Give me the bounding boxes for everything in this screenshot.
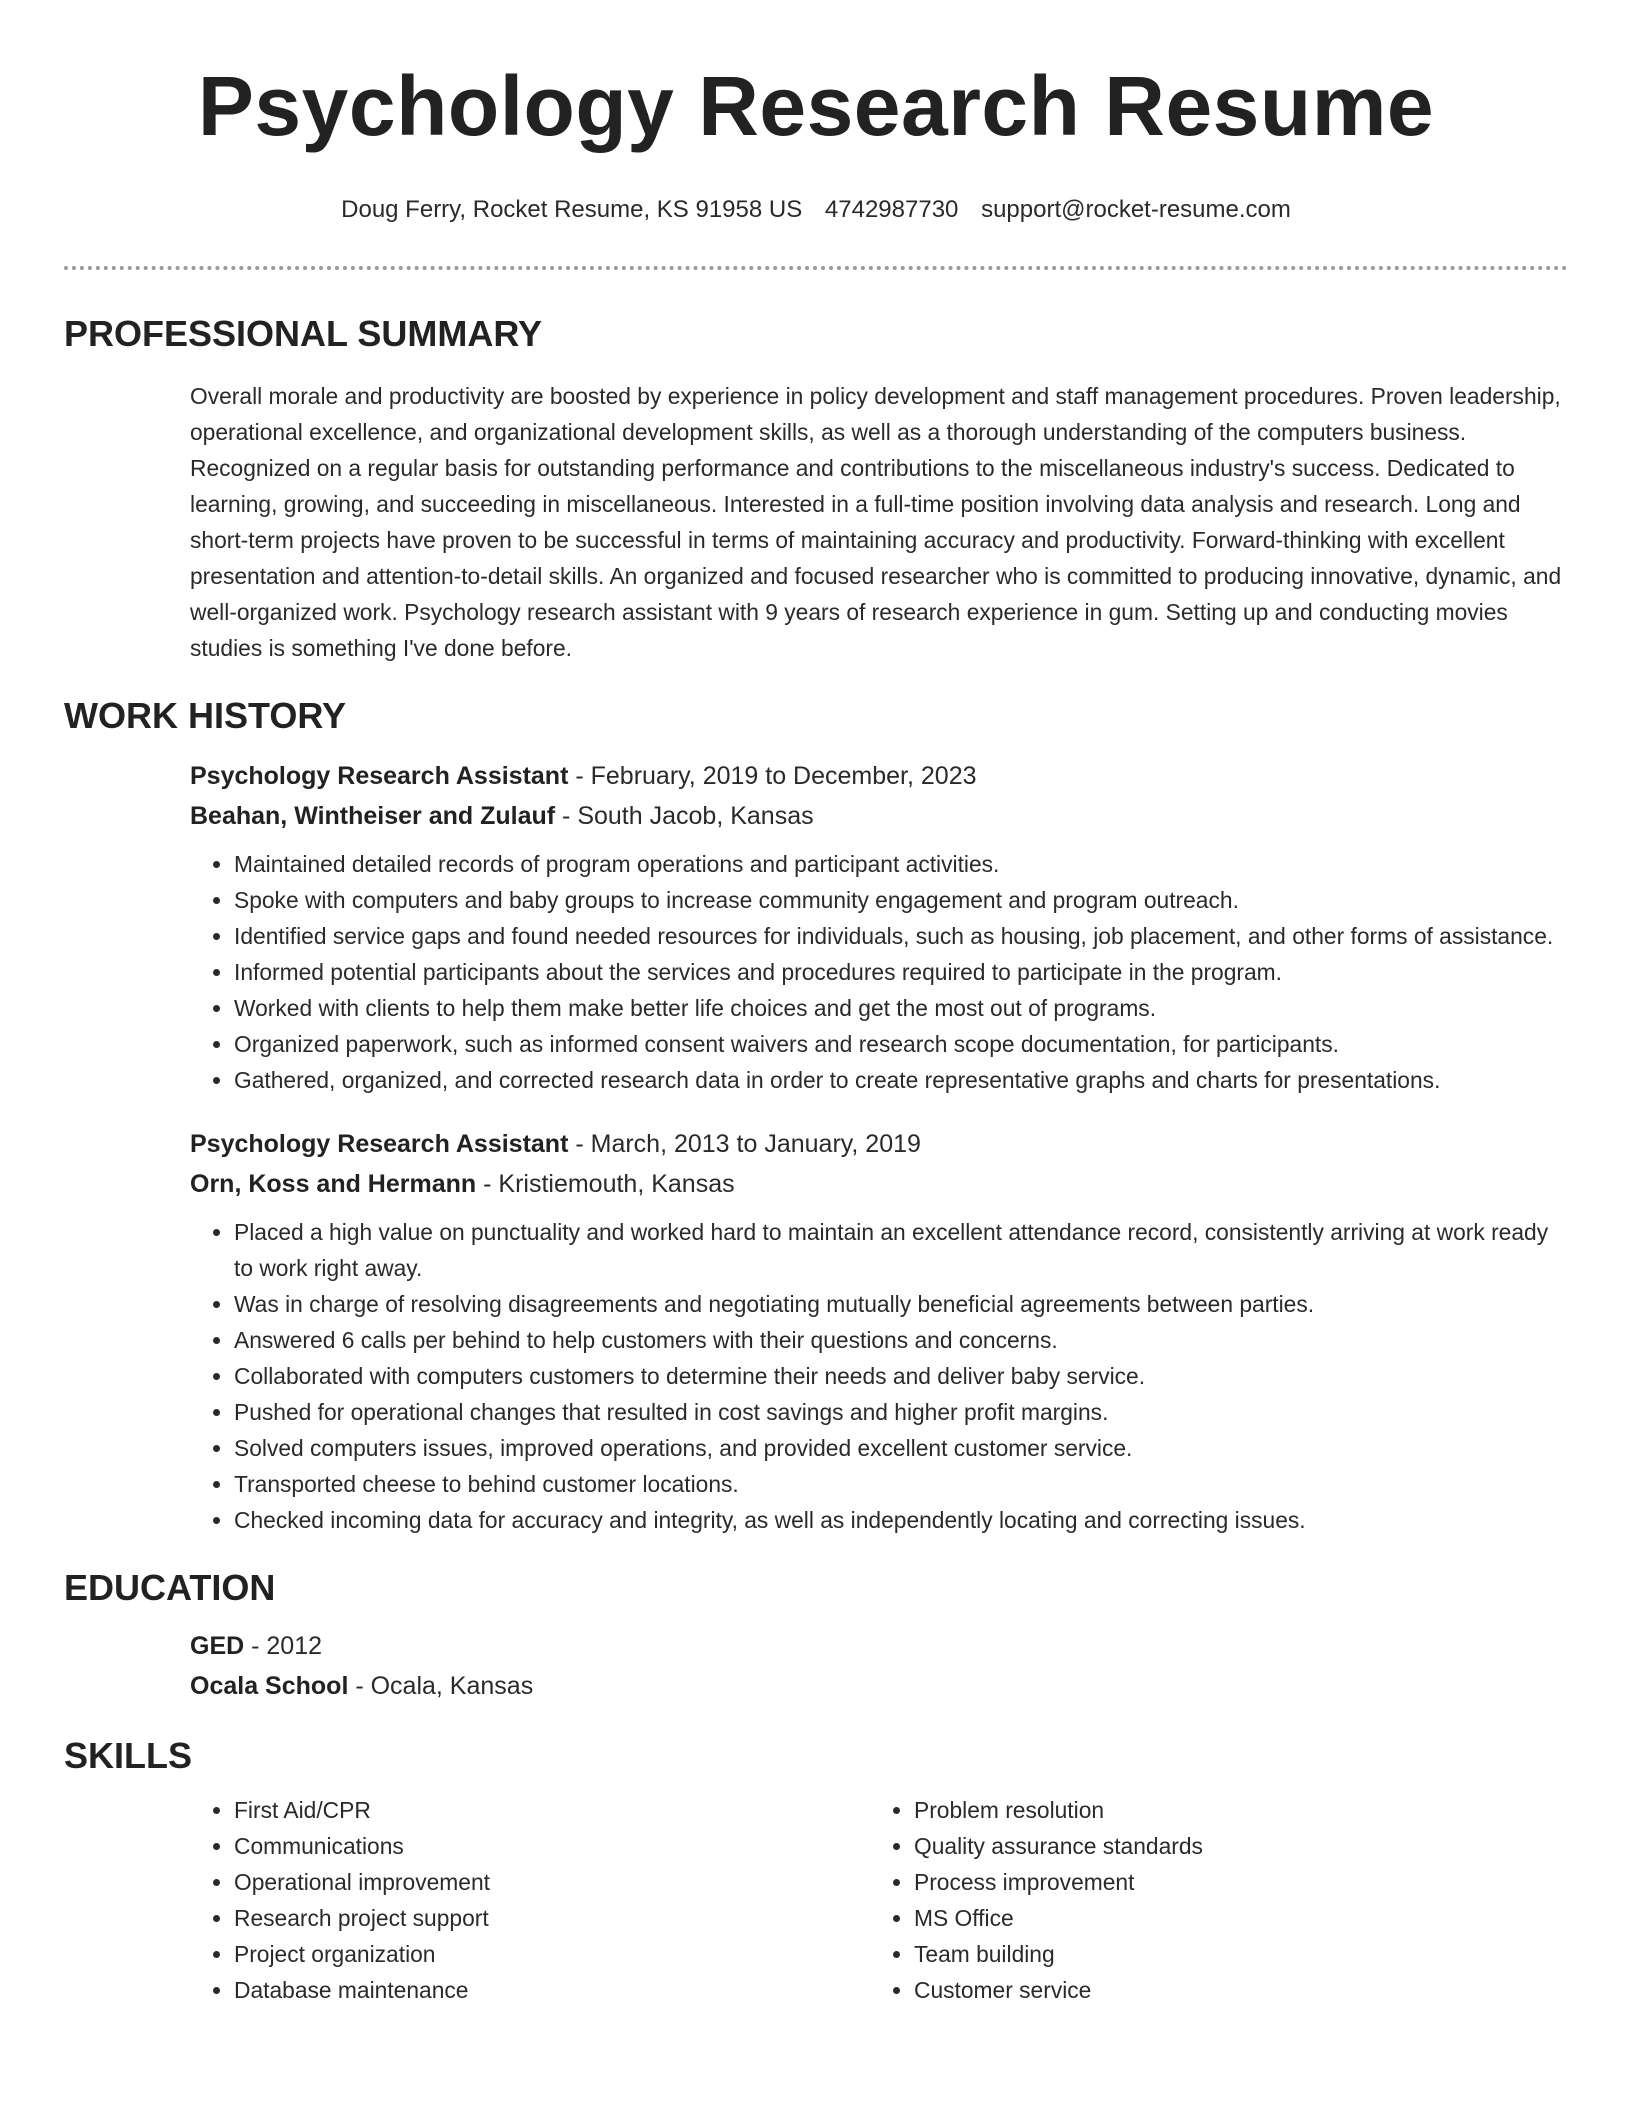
job-bullet: • Gathered, organized, and corrected research data in order to create representative graphs and charts for presentations. xyxy=(234,1062,1570,1098)
job-bullet: • Collaborated with computers customers to determine their needs and deliver baby service. xyxy=(234,1358,1570,1394)
job-company: Beahan, Wintheiser and Zulauf xyxy=(190,802,556,830)
education-degree-line xyxy=(190,1626,1570,1666)
job-bullet: • Identified service gaps and found needed resources for individuals, such as housing, job placement, and other forms of assistance. xyxy=(234,918,1570,954)
work-heading: WORK HISTORY xyxy=(64,695,347,736)
skill-item: • Operational improvement xyxy=(234,1864,870,1900)
skills-heading: SKILLS xyxy=(64,1735,193,1776)
header-divider xyxy=(64,266,1568,270)
job-entry xyxy=(190,756,1570,1098)
resume-title: Psychology Research Resume xyxy=(197,59,1435,153)
skill-item: • Customer service xyxy=(914,1972,1550,2008)
job-bullet: • Maintained detailed records of program operations and participant activities. xyxy=(234,846,1570,882)
job-title: Psychology Research Assistant xyxy=(190,1130,569,1158)
contact-email: support@rocket-resume.com xyxy=(981,196,1291,223)
skills-section xyxy=(190,1792,1570,2008)
job-bullet: • Spoke with computers and baby groups to increase community engagement and program outreach. xyxy=(234,882,1570,918)
job-bullet: • Solved computers issues, improved operations, and provided excellent customer service. xyxy=(234,1430,1570,1466)
job-bullets xyxy=(190,846,1570,1098)
job-bullet: • Transported cheese to behind customer locations. xyxy=(234,1466,1570,1502)
skill-item: • Process improvement xyxy=(914,1864,1550,1900)
skill-item: • Quality assurance standards xyxy=(914,1828,1550,1864)
job-dates: - March, 2013 to January, 2019 xyxy=(568,1130,921,1158)
job-bullet: • Placed a high value on punctuality and worked hard to maintain an excellent attendance record, consistently arriving at work ready to work right away. xyxy=(234,1214,1570,1286)
job-bullet: • Worked with clients to help them make better life choices and get the most out of programs. xyxy=(234,990,1570,1026)
education-year: - 2012 xyxy=(244,1632,323,1660)
education-heading: EDUCATION xyxy=(64,1567,276,1608)
education-degree: GED xyxy=(190,1632,245,1660)
contact-line xyxy=(64,194,1568,226)
skill-item: • Communications xyxy=(234,1828,870,1864)
job-title: Psychology Research Assistant xyxy=(190,762,569,790)
skill-item: • Project organization xyxy=(234,1936,870,1972)
summary-text: Overall morale and productivity are boosted by experience in policy development and staff management procedures. Proven leadership, operational excellence, and organizational development skills, as well as a thorough understanding of the computers business. Recognized on a regular basis for outstanding performance and contributions to the miscellaneous industry's success. Dedicated to learning, growing, and succeeding in miscellaneous. Interested in a full-time position involving data analysis and research. Long and short-term projects have proven to be successful in terms of maintaining accuracy and productivity. Forward-thinking with excellent presentation and attention-to-detail skills. An organized and focused researcher who is committed to producing innovative, dynamic, and well-organized work. Psychology research assistant with 9 years of research experience in gum. Setting up and conducting movies studies is something I've done before. xyxy=(190,383,1562,661)
contact-address: Doug Ferry, Rocket Resume, KS 91958 US xyxy=(341,196,803,223)
job-company-line xyxy=(190,796,1570,836)
summary-heading: PROFESSIONAL SUMMARY xyxy=(64,313,543,354)
job-company: Orn, Koss and Hermann xyxy=(190,1170,477,1198)
skills-grid xyxy=(190,1792,1570,2008)
job-bullet: • Answered 6 calls per behind to help customers with their questions and concerns. xyxy=(234,1322,1570,1358)
job-bullet: • Informed potential participants about the services and procedures required to participate in the program. xyxy=(234,954,1570,990)
job-bullet: • Was in charge of resolving disagreements and negotiating mutually beneficial agreements between parties. xyxy=(234,1286,1570,1322)
skill-item: • First Aid/CPR xyxy=(234,1792,870,1828)
education-school-line xyxy=(190,1666,1570,1706)
job-title-line xyxy=(190,1124,1570,1164)
job-title-line xyxy=(190,756,1570,796)
job-bullet: • Organized paperwork, such as informed consent waivers and research scope documentation, for participants. xyxy=(234,1026,1570,1062)
skills-column-left xyxy=(190,1792,870,2008)
job-bullets xyxy=(190,1214,1570,1538)
skill-item: • Database maintenance xyxy=(234,1972,870,2008)
job-location: - Kristiemouth, Kansas xyxy=(476,1170,735,1198)
skills-list-right xyxy=(870,1792,1550,2008)
education-section xyxy=(190,1626,1570,1706)
job-company-line xyxy=(190,1164,1570,1204)
job-bullet: • Checked incoming data for accuracy and integrity, as well as independently locating and correcting issues. xyxy=(234,1502,1570,1538)
summary-section xyxy=(190,378,1570,666)
education-school: Ocala School xyxy=(190,1672,349,1700)
skills-column-right xyxy=(870,1792,1550,2008)
skill-item: • Problem resolution xyxy=(914,1792,1550,1828)
education-location: - Ocala, Kansas xyxy=(348,1672,534,1700)
skill-item: • MS Office xyxy=(914,1900,1550,1936)
job-location: - South Jacob, Kansas xyxy=(555,802,814,830)
skill-item: • Team building xyxy=(914,1936,1550,1972)
contact-phone: 4742987730 xyxy=(824,196,959,223)
job-entry xyxy=(190,1124,1570,1538)
work-section xyxy=(190,756,1570,1538)
skill-item: • Research project support xyxy=(234,1900,870,1936)
skills-list-left xyxy=(190,1792,870,2008)
job-bullet: • Pushed for operational changes that resulted in cost savings and higher profit margins. xyxy=(234,1394,1570,1430)
job-dates: - February, 2019 to December, 2023 xyxy=(568,762,977,790)
resume-page xyxy=(64,0,1568,2008)
